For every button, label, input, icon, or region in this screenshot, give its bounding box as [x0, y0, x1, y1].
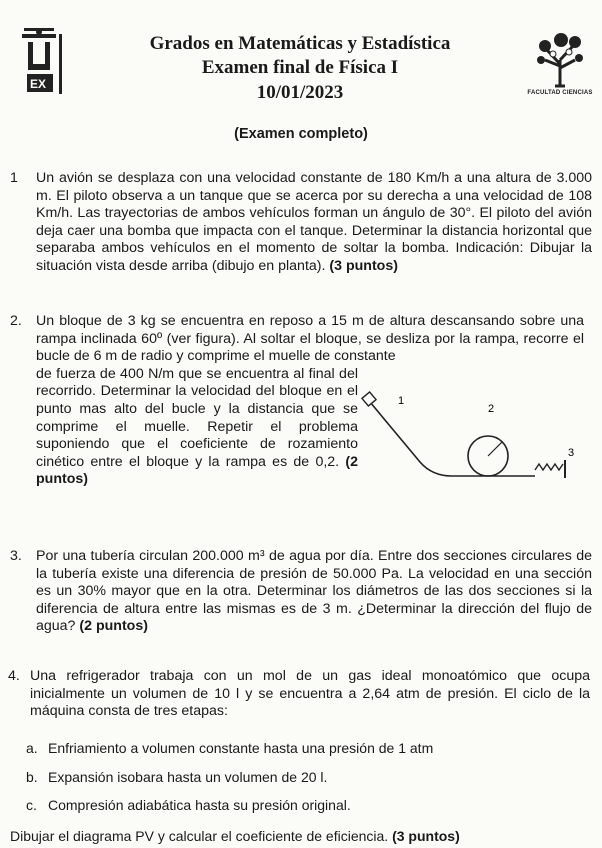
question-4: [8, 668, 590, 721]
question-text: Por una tubería circulan 200.000 m³ de agua por día. Entre dos secciones circulares de la tubería existe una diferencia de presión de 50.000 Pa. La velocidad en una sección es un 30% mayor que en la otra. Determinar los diámetros de las dos secciones si la diferencia de altura entre las mismas es de 3 m. ¿Determinar la dirección del flujo de agua?: [36, 548, 592, 635]
faculty-name: FACULTAD CIENCIAS: [527, 90, 593, 96]
svg-text:EX: EX: [30, 77, 47, 91]
final-text: Dibujar el diagrama PV y calcular el coeficiente de eficiencia.: [10, 828, 389, 844]
question-1: [10, 170, 592, 276]
figure-label-3: 3: [568, 447, 575, 459]
question-number: 3.: [10, 548, 22, 564]
question-text: Una refrigerador trabaja con un mol de un gas ideal monoatómico que ocupa inicialmente un volumen de 10 l y se encuentra a 2,64 atm de presión. El ciclo de la máquina consta de tres etapas:: [30, 668, 590, 720]
question-4-item-a: [26, 740, 433, 756]
faculty-logo: [525, 30, 595, 102]
item-text: Expansión isobara hasta un volumen de 20 l.: [48, 769, 328, 785]
question-points: (2 puntos): [36, 453, 358, 488]
item-text: Enfriamiento a volumen constante hasta una presión de 1 atm: [48, 740, 434, 756]
item-label: b.: [26, 769, 38, 785]
item-label: c.: [26, 797, 37, 813]
question-4-final-instruction: [10, 828, 460, 844]
exam-date: 10/01/2023: [256, 82, 344, 103]
exam-subtitle: (Examen completo): [234, 126, 368, 142]
ramp-track: [370, 402, 535, 476]
question-points: (3 puntos): [329, 257, 398, 274]
question-4-item-b: [26, 769, 327, 785]
question-text: Un bloque de 3 kg se encuentra en reposo a 15 m de altura descansando sobre una rampa inclinada 60º (ver figura). Al soltar el bloque, se desliza por la rampa, recorre el bucle de 6 m de radio y comprime el muelle de constante: [36, 313, 584, 365]
question-4-item-c: [26, 797, 351, 813]
question-number: 2.: [10, 313, 22, 329]
question-number: 1: [10, 170, 18, 186]
university-logo: [22, 26, 66, 98]
degree-title: Grados en Matemáticas y Estadística: [149, 33, 451, 54]
tree-icon: [525, 30, 595, 88]
exam-header: [90, 32, 510, 106]
item-label: a.: [26, 740, 38, 756]
block: [362, 392, 376, 406]
question-points: (3 puntos): [392, 828, 460, 844]
exam-title: Examen final de Física I: [201, 57, 399, 78]
spring: [535, 464, 563, 470]
question-number: 4.: [8, 668, 20, 684]
ramp-loop-figure: [360, 390, 590, 500]
question-text: Un avión se desplaza con una velocidad constante de 180 Km/h a una altura de 3.000 m. El piloto observa a un tanque que se acerca por su derecha a una velocidad de 108 Km/h. Las trayectorias de ambos vehículos forman un ángulo de 30°. El piloto del avión deja caer una bomba que impacta con el tanque. Determinar la distancia horizontal que separaba ambos vehículos en el momento de soltar la bomba. Indicación: Dibujar la situación vista desde arriba (dibujo en planta).: [36, 170, 592, 274]
question-text-wrap: de fuerza de 400 N/m que se encuentra al final del recorrido. Determinar la velocidad del bloque en el punto mas alto del bucle y la distancia que se comprime el muelle. Repetir el problema suponiendo que el coeficiente de rozamiento cinético entre el bloque y la rampa es de 0,2.: [36, 365, 358, 470]
question-text-continued: [36, 366, 358, 489]
figure-label-1: 1: [398, 395, 405, 407]
question-3: [10, 548, 592, 636]
item-text: Compresión adiabática hasta su presión original.: [48, 797, 351, 813]
loop-radius: [488, 442, 502, 456]
question-points: (2 puntos): [79, 618, 148, 635]
figure-label-2: 2: [488, 403, 495, 415]
